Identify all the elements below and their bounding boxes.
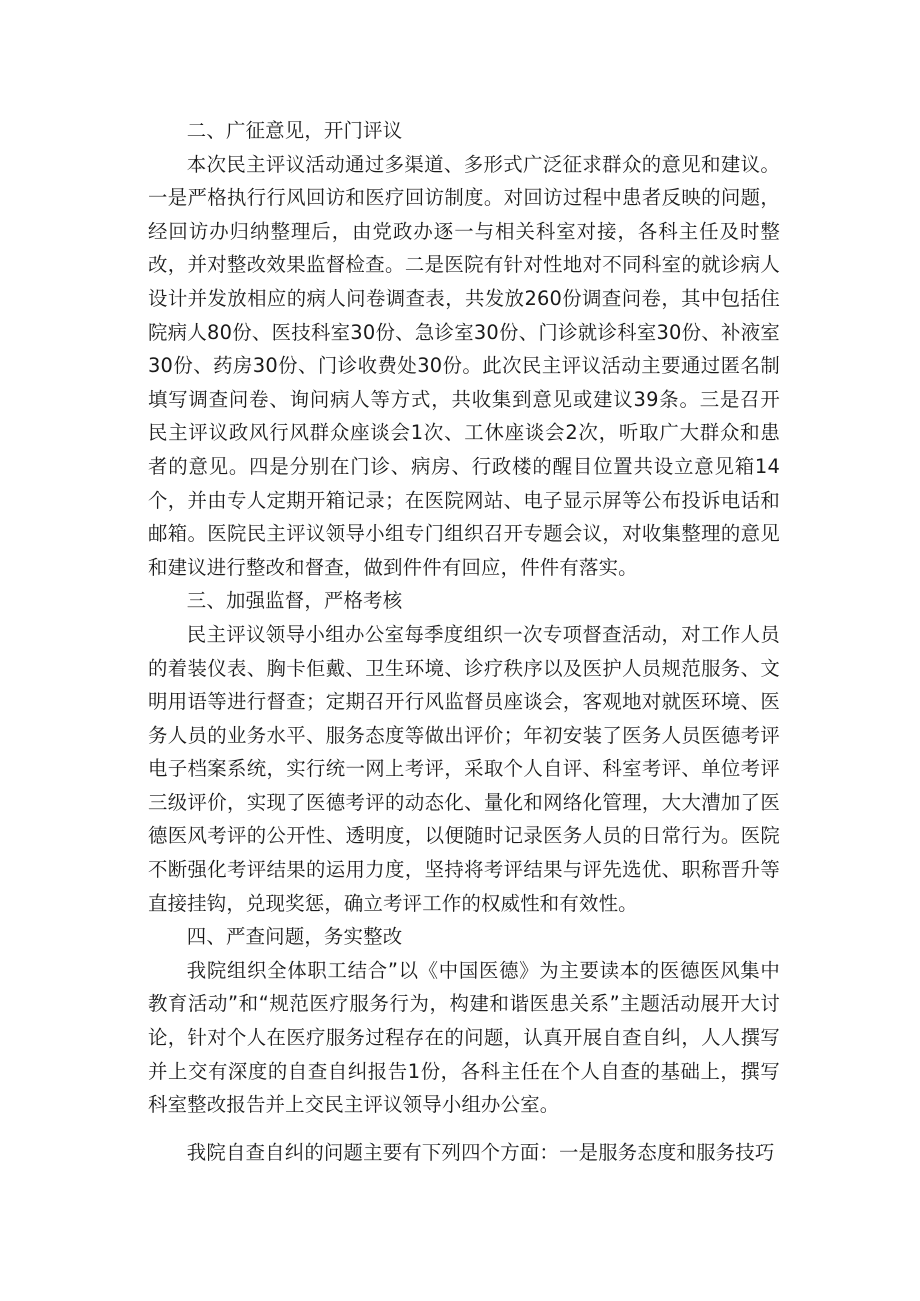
paragraph-solicit-opinions: 本次民主评议活动通过多渠道、多形式广泛征求群众的意见和建议。一是严格执行行风回访和医疗回访制度。对回访过程中患者反映的问题，经回访办归纳整理后，由党政办逐一与相关科室对接，各科主任及时整改，并对整改效果监督检查。二是医院有针对性地对不同科室的就诊病人设计并发放相应的病人问卷调查表，共发放260份调查问卷，其中包括住院病人80份、医技科室30份、急诊室30份、门诊就诊科室30份、补液室30份、药房30份、门诊收费处30份。此次民主评议活动主要通过匿名制填写调查问卷、询问病人等方式，共收集到意见或建议39条。三是召开民主评议政风行风群众座谈会1次、工休座谈会2次，听取广大群众和患者的意见。四是分别在门诊、病房、行政楼的醒目位置共设立意见箱14个，并由专人定期开箱记录；在医院网站、电子显示屏等公布投诉电话和邮箱。医院民主评议领导小组专门组织召开专题会议，对收集整理的意见和建议进行整改和督查，做到件件有回应，件件有落实。: [148, 152, 780, 579]
paragraph-rectification: 我院组织全体职工结合”以《中国医德》为主要读本的医德医风集中教育活动”和“规范医疗服务行为，构建和谐医患关系”主题活动展开大讨论，针对个人在医疗服务过程存在的问题，认真开展自查自纠，人人撰写并上交有深度的自查自纠报告1份，各科主任在个人自查的基础上，撰写科室整改报告并上交民主评议领导小组办公室。: [148, 958, 780, 1117]
section-heading-2: 二、广征意见，开门评议: [186, 119, 403, 142]
paragraph-supervision-assessment: 民主评议领导小组办公室每季度组织一次专项督查活动，对工作人员的着装仪表、胸卡佢戴、卫生环境、诊疗秩序以及医护人员规范服务、文明用语等进行督查；定期召开行风监督员座谈会，客观地对就医环境、医务人员的业务水平、服务态度等做出评价；年初安装了医务人员医德考评电子档案系统，实行统一网上考评，采取个人自评、科室考评、单位考评三级评价，实现了医德考评的动态化、量化和网络化管理，大大漕加了医德医风考评的公开性、透明度，以便随时记录医务人员的日常行为。医院不断强化考评结果的运用力度，坚持将考评结果与评先选优、职称晋升等直接挂钩，兑现奖惩，确立考评工作的权威性和有效性。: [148, 622, 780, 915]
document-body: [148, 114, 780, 1169]
section-heading-4: 四、严查问题，务实整改: [186, 925, 403, 949]
section-heading-3: 三、加强监督，严格考核: [186, 589, 403, 613]
paragraph-self-inspection: 我院自查自纠的问题主要有下列四个方面：一是服务态度和服务技巧: [186, 1140, 775, 1164]
